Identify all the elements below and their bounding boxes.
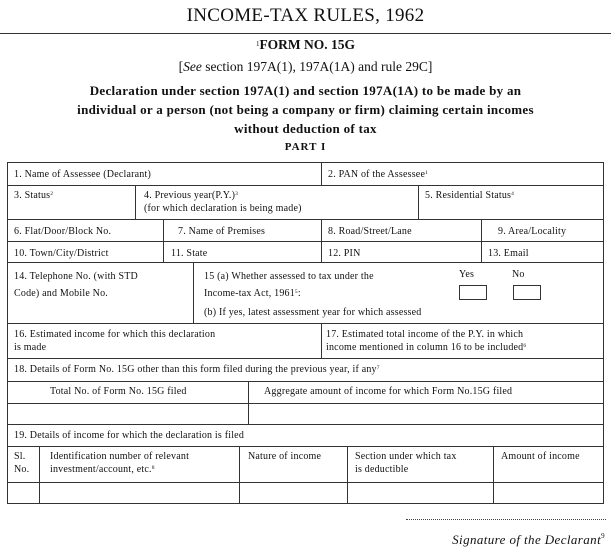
field-pan-footnote: 1 <box>425 170 429 176</box>
col-sl-no-line2: No. <box>14 464 30 475</box>
field-estimated-income <box>14 328 215 354</box>
field-estimated-total-income-line2: income mentioned in column 16 to be included <box>326 342 524 353</box>
field-income-details: 19. Details of income for which the declaration is filed <box>14 430 245 441</box>
field-pin: 12. PIN <box>328 248 361 259</box>
no-checkbox[interactable] <box>513 285 541 300</box>
field-town-city-district: 10. Town/City/District <box>14 248 109 259</box>
field-telephone <box>14 268 138 302</box>
yes-label: Yes <box>459 269 475 280</box>
field-state: 11. State <box>171 248 208 259</box>
field-email: 13. Email <box>488 248 529 259</box>
field-estimated-total-income-line1: 17. Estimated total income of the P.Y. in which <box>326 329 524 340</box>
field-name-of-assessee: 1. Name of Assessee (Declarant) <box>14 169 151 180</box>
field-status-label: 3. Status <box>14 190 51 201</box>
field-pan-label: 2. PAN of the Assessee <box>328 169 426 180</box>
field-road-street-lane: 8. Road/Street/Lane <box>328 226 412 237</box>
field-previous-year <box>144 189 302 215</box>
input-name-of-assessee[interactable] <box>8 163 321 185</box>
signature-label-text: Signature of the Declarant <box>452 532 602 547</box>
section-reference: [See section 197A(1), 197A(1A) and rule 29C] <box>178 59 433 74</box>
field-previous-year-note: (for which declaration is being made) <box>144 203 302 214</box>
field-estimated-total-income <box>326 328 526 354</box>
field-residential-status-label: 5. Residential Status <box>425 190 512 201</box>
form-table <box>7 162 604 504</box>
section-reference-see: See <box>183 59 202 74</box>
col-nature-of-income: Nature of income <box>248 451 322 462</box>
field-telephone-line1: 14. Telephone No. (with STD <box>14 271 138 282</box>
field-assessed-to-tax-footnote: 5 <box>294 289 298 295</box>
field-residential-status <box>425 189 514 202</box>
field-other-form-15g <box>14 363 380 376</box>
signature-line[interactable] <box>406 519 606 520</box>
input-pan[interactable] <box>322 163 603 185</box>
signature-label <box>452 532 605 548</box>
field-name-of-premises: 7. Name of Premises <box>178 226 266 237</box>
field-flat-door-block: 6. Flat/Door/Block No. <box>14 226 112 237</box>
no-label: No <box>512 269 525 280</box>
signature-footnote: 9 <box>601 532 605 540</box>
field-telephone-line2: Code) and Mobile No. <box>14 288 108 299</box>
col-total-forms-filed: Total No. of Form No. 15G filed <box>50 386 187 397</box>
field-status-footnote: 2 <box>50 191 54 197</box>
form-number-text: FORM NO. 15G <box>259 37 356 52</box>
field-assessed-to-tax: 15 (a) Whether assessed to tax under the Income-tax Act, 1961$^5$: <box>204 271 374 299</box>
field-status <box>14 189 53 202</box>
field-residential-status-footnote: 4 <box>511 191 515 197</box>
field-other-form-15g-label: 18. Details of Form No. 15G other than this form filed during the previous year, if any <box>14 364 377 375</box>
field-assessed-to-tax-line1: 15 (a) Whether assessed to tax under the <box>204 271 374 282</box>
col-identification-number-line2: investment/account, etc. <box>50 464 152 475</box>
col-amount-of-income: Amount of income <box>501 451 580 462</box>
yes-checkbox[interactable] <box>459 285 487 300</box>
col-sl-no <box>14 450 29 476</box>
col-aggregate-amount: Aggregate amount of income for which Form No.15G filed <box>264 386 513 397</box>
field-latest-assessment-year: (b) If yes, latest assessment year for which assessed <box>204 307 422 318</box>
header-divider <box>0 33 611 34</box>
section-reference-text: section 197A(1), 197A(1A) and rule 29C <box>201 59 428 74</box>
field-assessed-to-tax-line2: Income-tax Act, 1961 <box>204 288 295 299</box>
col-sl-no-line1: Sl. <box>14 451 26 462</box>
col-identification-number <box>50 450 189 476</box>
form-number-footnote-marker: 1 <box>255 40 260 48</box>
col-section-deductible <box>355 450 457 476</box>
col-section-deductible-line2: is deductible <box>355 464 409 475</box>
field-estimated-income-line1: 16. Estimated income for which this declaration <box>14 329 216 340</box>
page-title: INCOME-TAX RULES, 1962 <box>186 5 425 26</box>
col-section-deductible-line1: Section under which tax <box>355 451 457 462</box>
col-identification-number-line1: Identification number of relevant <box>50 451 190 462</box>
field-estimated-income-line2: is made <box>14 342 47 353</box>
field-other-form-15g-footnote: 7 <box>376 365 380 371</box>
field-estimated-total-income-footnote: 6 <box>523 343 527 349</box>
part-heading: PART I <box>284 141 327 153</box>
field-previous-year-footnote: 3 <box>235 191 239 197</box>
declaration-heading: Declaration under section 197A(1) and section 197A(1A) to be made by an individual or a person (not being a company or firm) claiming certain incomes without deduction of tax <box>77 83 534 136</box>
form-number <box>0 36 611 54</box>
field-previous-year-label: 4. Previous year(P.Y.) <box>144 190 236 201</box>
col-identification-number-footnote: 8 <box>151 465 155 471</box>
field-area-locality: 9. Area/Locality <box>498 226 567 237</box>
